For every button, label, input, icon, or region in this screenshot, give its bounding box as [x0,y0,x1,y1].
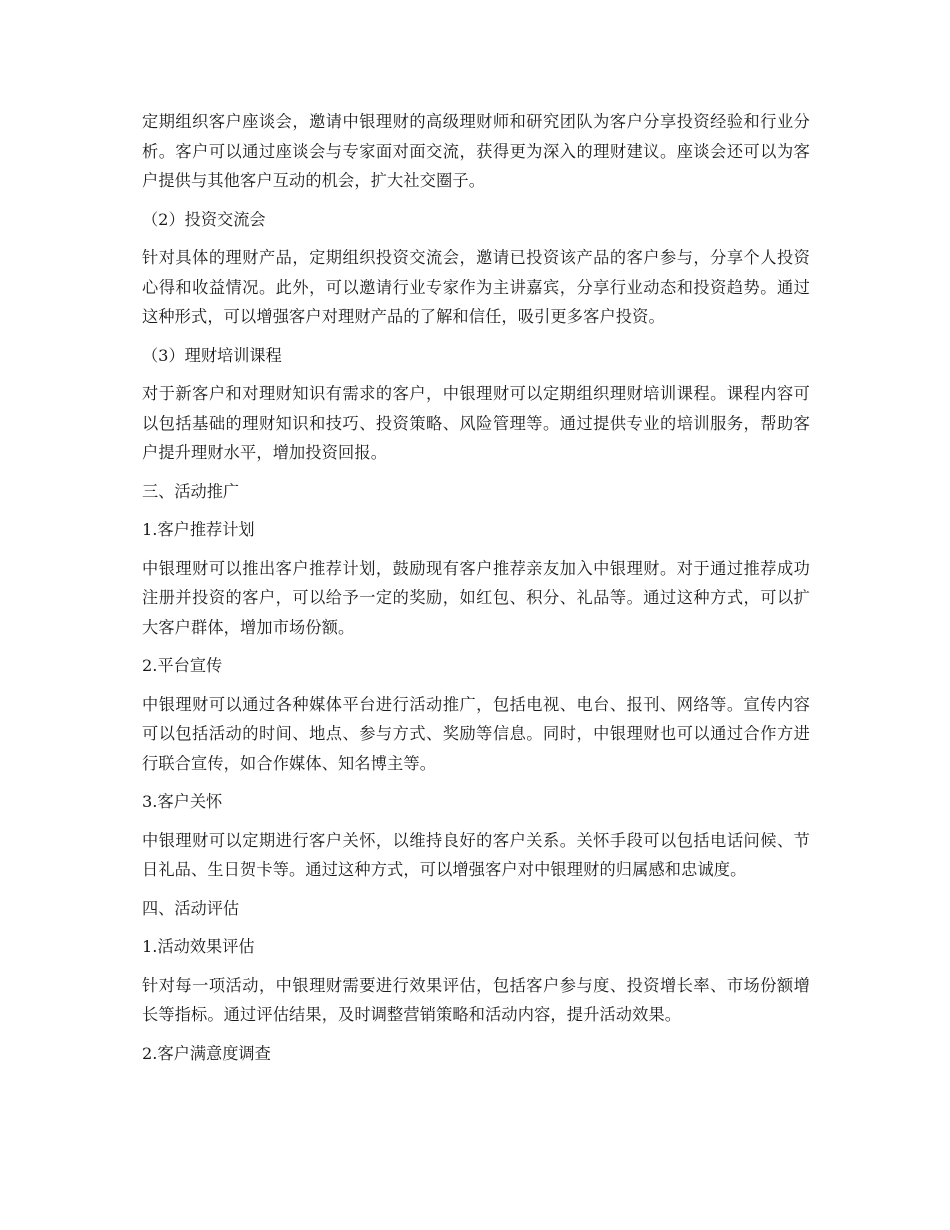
heading-referral-plan: 1.客户推荐计划 [142,520,255,539]
heading-investment-exchange: （2）投资交流会 [142,209,266,229]
paragraph-referral-plan: 中银理财可以推出客户推荐计划，鼓励现有客户推荐亲友加入中银理财。对于通过推荐成功注册并投资的客户，可以给予一定的奖励，如红包、积分、礼品等。通过这种方式，可以扩大客户群体，增加市场份额。 [142,558,810,637]
heading-satisfaction-survey: 2.客户满意度调查 [142,1043,271,1063]
heading-platform-publicity: 2.平台宣传 [142,656,223,675]
heading-training-courses: （3）理财培训课程 [142,345,282,365]
paragraph-effect-evaluation: 针对每一项活动，中银理财需要进行效果评估，包括客户参与度、投资增长率、市场份额增长等指标。通过评估结果，及时调整营销策略和活动内容，提升活动效果。 [142,975,810,1024]
paragraph-training-courses: 对于新客户和对理财知识有需求的客户，中银理财可以定期组织理财培训课程。课程内容可以包括基础的理财知识和技巧、投资策略、风险管理等。通过提供专业的培训服务，帮助客户提升理财水平，增加投资回报。 [142,384,810,462]
heading-customer-care: 3.客户关怀 [142,792,223,811]
paragraph-investment-exchange: 针对具体的理财产品，定期组织投资交流会，邀请已投资该产品的客户参与，分享个人投资心得和收益情况。此外，可以邀请行业专家作为主讲嘉宾，分享行业动态和投资趋势。通过这种形式，可以增强客户对理财产品的了解和信任，吸引更多客户投资。 [142,248,810,326]
section-heading-promotion: 三、活动推广 [142,481,240,501]
paragraph-customer-care: 中银理财可以定期进行客户关怀，以维持良好的客户关系。关怀手段可以包括电话问候、节日礼品、生日贺卡等。通过这种方式，可以增强客户对中银理财的归属感和忠诚度。 [142,830,810,879]
paragraph-customer-forum: 定期组织客户座谈会，邀请中银理财的高级理财师和研究团队为客户分享投资经验和行业分析。客户可以通过座谈会与专家面对面交流，获得更为深入的理财建议。座谈会还可以为客户提供与其他客户互动的机会，扩大社交圈子。 [142,112,810,190]
paragraph-platform-publicity: 中银理财可以通过各种媒体平台进行活动推广，包括电视、电台、报刊、网络等。宣传内容可以包括活动的时间、地点、参与方式、奖励等信息。同时，中银理财也可以通过合作方进行联合宣传，如合作媒体、知名博主等。 [142,694,810,773]
section-heading-evaluation: 四、活动评估 [142,898,240,918]
heading-effect-evaluation: 1.活动效果评估 [142,937,255,956]
